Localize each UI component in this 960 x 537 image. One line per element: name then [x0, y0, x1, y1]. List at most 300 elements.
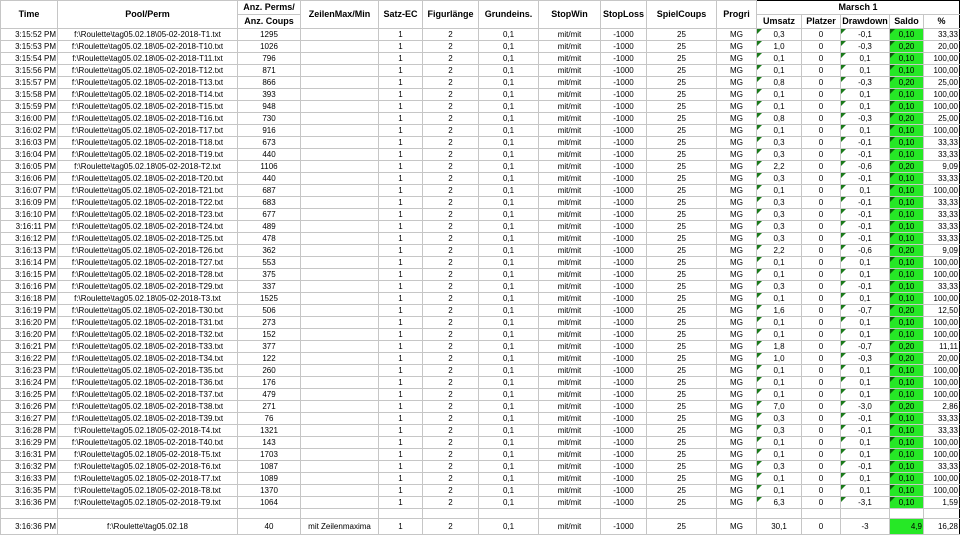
pool-cell[interactable]: f:\Roulette\tag05.02.18\05-02-2018-T1.txt [58, 29, 238, 41]
spielcoups-cell[interactable]: 25 [647, 65, 717, 77]
progri-cell[interactable]: MG [717, 389, 757, 401]
saldo-cell[interactable]: 0,10 [890, 29, 924, 41]
satz-cell[interactable]: 1 [379, 209, 423, 221]
stoploss-cell[interactable]: -1000 [601, 41, 647, 53]
stoploss-cell[interactable]: -1000 [601, 125, 647, 137]
percent-cell[interactable]: 100,00 [924, 53, 960, 65]
figur-cell[interactable]: 2 [423, 137, 479, 149]
pool-cell[interactable]: f:\Roulette\tag05.02.18\05-02-2018-T39.txt [58, 413, 238, 425]
spielcoups-cell[interactable]: 25 [647, 377, 717, 389]
coups-cell[interactable]: 143 [238, 437, 301, 449]
zeilen-cell[interactable] [301, 137, 379, 149]
coups-cell[interactable]: 1525 [238, 293, 301, 305]
drawdown-cell[interactable]: -0,7 [841, 305, 890, 317]
platzer-cell[interactable]: 0 [802, 221, 841, 233]
pool-cell[interactable]: f:\Roulette\tag05.02.18\05-02-2018-T11.txt [58, 53, 238, 65]
zeilen-cell[interactable] [301, 497, 379, 509]
percent-cell[interactable]: 11,11 [924, 341, 960, 353]
zeilen-cell[interactable] [301, 449, 379, 461]
satz-cell[interactable]: 1 [379, 65, 423, 77]
drawdown-cell[interactable]: -0,6 [841, 161, 890, 173]
platzer-cell[interactable]: 0 [802, 461, 841, 473]
umsatz-cell[interactable]: 0,3 [757, 149, 802, 161]
satz-cell[interactable]: 1 [379, 377, 423, 389]
time-cell[interactable]: 3:16:35 PM [1, 485, 58, 497]
stoploss-cell[interactable]: -1000 [601, 149, 647, 161]
satz-cell[interactable]: 1 [379, 401, 423, 413]
coups-cell[interactable]: 489 [238, 221, 301, 233]
grundeins-cell[interactable]: 0,1 [479, 485, 539, 497]
percent-cell[interactable]: 100,00 [924, 377, 960, 389]
saldo-cell[interactable]: 0,20 [890, 113, 924, 125]
percent-cell[interactable]: 2,86 [924, 401, 960, 413]
stoploss-cell[interactable]: -1000 [601, 365, 647, 377]
stoploss-cell[interactable]: -1000 [601, 53, 647, 65]
drawdown-cell[interactable]: 0,1 [841, 449, 890, 461]
pool-cell[interactable]: f:\Roulette\tag05.02.18\05-02-2018-T8.txt [58, 485, 238, 497]
platzer-cell[interactable]: 0 [802, 377, 841, 389]
coups-cell[interactable]: 1370 [238, 485, 301, 497]
coups-cell[interactable]: 796 [238, 53, 301, 65]
drawdown-cell[interactable]: -0,1 [841, 149, 890, 161]
percent-cell[interactable]: 100,00 [924, 449, 960, 461]
stoploss-cell[interactable]: -1000 [601, 473, 647, 485]
progri-cell[interactable]: MG [717, 269, 757, 281]
pool-cell[interactable]: f:\Roulette\tag05.02.18\05-02-2018-T36.txt [58, 377, 238, 389]
percent-cell[interactable]: 100,00 [924, 365, 960, 377]
pool-cell[interactable]: f:\Roulette\tag05.02.18\05-02-2018-T26.txt [58, 245, 238, 257]
drawdown-cell[interactable]: 0,1 [841, 317, 890, 329]
empty-cell[interactable] [757, 509, 802, 519]
pool-cell[interactable]: f:\Roulette\tag05.02.18\05-02-2018-T3.txt [58, 293, 238, 305]
stopwin-cell[interactable]: mit/mit [539, 197, 601, 209]
empty-cell[interactable] [58, 509, 238, 519]
figur-cell[interactable]: 2 [423, 281, 479, 293]
spielcoups-cell[interactable]: 25 [647, 257, 717, 269]
zeilen-cell[interactable] [301, 89, 379, 101]
progri-cell[interactable]: MG [717, 29, 757, 41]
platzer-cell[interactable]: 0 [802, 341, 841, 353]
umsatz-cell[interactable]: 0,1 [757, 317, 802, 329]
drawdown-cell[interactable]: -0,1 [841, 461, 890, 473]
saldo-cell[interactable]: 0,20 [890, 305, 924, 317]
stoploss-cell[interactable]: -1000 [601, 485, 647, 497]
saldo-cell[interactable]: 0,10 [890, 101, 924, 113]
coups-cell[interactable]: 687 [238, 185, 301, 197]
satz-cell[interactable]: 1 [379, 125, 423, 137]
header-anz-coups[interactable]: Anz. Coups [238, 15, 301, 29]
stoploss-cell[interactable]: -1000 [601, 197, 647, 209]
grundeins-cell[interactable]: 0,1 [479, 113, 539, 125]
saldo-cell[interactable]: 0,10 [890, 257, 924, 269]
pool-cell[interactable]: f:\Roulette\tag05.02.18\05-02-2018-T23.txt [58, 209, 238, 221]
percent-cell[interactable]: 12,50 [924, 305, 960, 317]
progri-cell[interactable]: MG [717, 65, 757, 77]
zeilen-cell[interactable] [301, 77, 379, 89]
spielcoups-cell[interactable]: 25 [647, 329, 717, 341]
platzer-cell[interactable]: 0 [802, 281, 841, 293]
stopwin-cell[interactable]: mit/mit [539, 485, 601, 497]
time-cell[interactable]: 3:16:28 PM [1, 425, 58, 437]
stoploss-cell[interactable]: -1000 [601, 89, 647, 101]
figur-cell[interactable]: 2 [423, 437, 479, 449]
percent-cell[interactable]: 100,00 [924, 389, 960, 401]
pool-cell[interactable]: f:\Roulette\tag05.02.18\05-02-2018-T20.txt [58, 173, 238, 185]
satz-cell[interactable]: 1 [379, 485, 423, 497]
percent-cell[interactable]: 9,09 [924, 245, 960, 257]
saldo-cell[interactable]: 0,10 [890, 53, 924, 65]
umsatz-cell[interactable]: 1,0 [757, 41, 802, 53]
figur-cell[interactable]: 2 [423, 113, 479, 125]
progri-cell[interactable]: MG [717, 113, 757, 125]
platzer-cell[interactable]: 0 [802, 329, 841, 341]
spielcoups-cell[interactable]: 25 [647, 293, 717, 305]
time-cell[interactable]: 3:16:04 PM [1, 149, 58, 161]
coups-cell[interactable]: 1703 [238, 449, 301, 461]
grundeins-cell[interactable]: 0,1 [479, 101, 539, 113]
stopwin-cell[interactable]: mit/mit [539, 449, 601, 461]
spielcoups-cell[interactable]: 25 [647, 137, 717, 149]
pool-cell[interactable]: f:\Roulette\tag05.02.18\05-02-2018-T35.txt [58, 365, 238, 377]
stopwin-cell[interactable]: mit/mit [539, 365, 601, 377]
umsatz-cell[interactable]: 1,0 [757, 353, 802, 365]
pool-cell[interactable]: f:\Roulette\tag05.02.18\05-02-2018-T37.txt [58, 389, 238, 401]
saldo-cell[interactable]: 0,10 [890, 329, 924, 341]
figur-cell[interactable]: 2 [423, 125, 479, 137]
umsatz-cell[interactable]: 0,3 [757, 425, 802, 437]
figur-cell[interactable]: 2 [423, 161, 479, 173]
time-cell[interactable]: 3:16:10 PM [1, 209, 58, 221]
satz-cell[interactable]: 1 [379, 161, 423, 173]
stopwin-cell[interactable]: mit/mit [539, 89, 601, 101]
satz-cell[interactable]: 1 [379, 437, 423, 449]
umsatz-cell[interactable]: 1,8 [757, 341, 802, 353]
time-cell[interactable]: 3:16:31 PM [1, 449, 58, 461]
figur-cell[interactable]: 2 [423, 269, 479, 281]
platzer-cell[interactable]: 0 [802, 65, 841, 77]
stoploss-cell[interactable]: -1000 [601, 29, 647, 41]
pool-cell[interactable]: f:\Roulette\tag05.02.18\05-02-2018-T40.txt [58, 437, 238, 449]
zeilen-cell[interactable] [301, 209, 379, 221]
header-grundeins[interactable]: Grundeins. [479, 1, 539, 29]
coups-cell[interactable]: 1026 [238, 41, 301, 53]
satz-cell[interactable]: 1 [379, 185, 423, 197]
umsatz-cell[interactable]: 0,1 [757, 449, 802, 461]
platzer-cell[interactable]: 0 [802, 449, 841, 461]
satz-cell[interactable]: 1 [379, 269, 423, 281]
stoploss-cell[interactable]: -1000 [601, 77, 647, 89]
spielcoups-cell[interactable]: 25 [647, 77, 717, 89]
zeilen-cell[interactable] [301, 437, 379, 449]
umsatz-cell[interactable]: 0,1 [757, 365, 802, 377]
spielcoups-cell[interactable]: 25 [647, 29, 717, 41]
stopwin-cell[interactable]: mit/mit [539, 281, 601, 293]
zeilen-cell[interactable] [301, 401, 379, 413]
umsatz-cell[interactable]: 0,3 [757, 209, 802, 221]
percent-cell[interactable]: 100,00 [924, 185, 960, 197]
figur-cell[interactable]: 2 [423, 341, 479, 353]
pool-cell[interactable]: f:\Roulette\tag05.02.18\05-02-2018-T6.txt [58, 461, 238, 473]
header-umsatz[interactable]: Umsatz [757, 15, 802, 29]
saldo-cell[interactable]: 0,10 [890, 233, 924, 245]
umsatz-cell[interactable]: 7,0 [757, 401, 802, 413]
time-cell[interactable]: 3:16:02 PM [1, 125, 58, 137]
coups-cell[interactable]: 1089 [238, 473, 301, 485]
satz-cell[interactable]: 1 [379, 293, 423, 305]
stopwin-cell[interactable]: mit/mit [539, 41, 601, 53]
progri-cell[interactable]: MG [717, 53, 757, 65]
grundeins-cell[interactable]: 0,1 [479, 449, 539, 461]
figur-cell[interactable]: 2 [423, 89, 479, 101]
umsatz-cell[interactable]: 0,1 [757, 185, 802, 197]
time-cell[interactable]: 3:16:12 PM [1, 233, 58, 245]
grundeins-cell[interactable]: 0,1 [479, 413, 539, 425]
figur-cell[interactable]: 2 [423, 389, 479, 401]
grundeins-cell[interactable]: 0,1 [479, 401, 539, 413]
zeilen-cell[interactable] [301, 221, 379, 233]
header-time[interactable]: Time [1, 1, 58, 29]
pool-cell[interactable]: f:\Roulette\tag05.02.18 [58, 519, 238, 535]
satz-cell[interactable]: 1 [379, 449, 423, 461]
coups-cell[interactable]: 479 [238, 389, 301, 401]
percent-cell[interactable]: 100,00 [924, 473, 960, 485]
header-zeilen-max-min[interactable]: ZeilenMax/Min [301, 1, 379, 29]
drawdown-cell[interactable]: -0,3 [841, 353, 890, 365]
figur-cell[interactable]: 2 [423, 197, 479, 209]
zeilen-cell[interactable] [301, 353, 379, 365]
satz-cell[interactable]: 1 [379, 29, 423, 41]
stoploss-cell[interactable]: -1000 [601, 437, 647, 449]
figur-cell[interactable]: 2 [423, 209, 479, 221]
saldo-cell[interactable]: 0,20 [890, 41, 924, 53]
percent-cell[interactable]: 33,33 [924, 461, 960, 473]
time-cell[interactable]: 3:16:07 PM [1, 185, 58, 197]
drawdown-cell[interactable]: 0,1 [841, 185, 890, 197]
saldo-cell[interactable]: 0,10 [890, 317, 924, 329]
grundeins-cell[interactable]: 0,1 [479, 65, 539, 77]
stoploss-cell[interactable]: -1000 [601, 65, 647, 77]
satz-cell[interactable]: 1 [379, 389, 423, 401]
stopwin-cell[interactable]: mit/mit [539, 257, 601, 269]
pool-cell[interactable]: f:\Roulette\tag05.02.18\05-02-2018-T2.txt [58, 161, 238, 173]
satz-cell[interactable]: 1 [379, 41, 423, 53]
figur-cell[interactable]: 2 [423, 221, 479, 233]
stopwin-cell[interactable]: mit/mit [539, 245, 601, 257]
satz-cell[interactable]: 1 [379, 497, 423, 509]
drawdown-cell[interactable]: -0,1 [841, 413, 890, 425]
zeilen-cell[interactable] [301, 233, 379, 245]
percent-cell[interactable]: 100,00 [924, 65, 960, 77]
stopwin-cell[interactable]: mit/mit [539, 185, 601, 197]
stopwin-cell[interactable]: mit/mit [539, 473, 601, 485]
pool-cell[interactable]: f:\Roulette\tag05.02.18\05-02-2018-T18.txt [58, 137, 238, 149]
empty-cell[interactable] [238, 509, 301, 519]
figur-cell[interactable]: 2 [423, 377, 479, 389]
zeilen-cell[interactable] [301, 245, 379, 257]
zeilen-cell[interactable] [301, 185, 379, 197]
stoploss-cell[interactable]: -1000 [601, 425, 647, 437]
grundeins-cell[interactable]: 0,1 [479, 257, 539, 269]
stoploss-cell[interactable]: -1000 [601, 305, 647, 317]
percent-cell[interactable]: 33,33 [924, 233, 960, 245]
platzer-cell[interactable]: 0 [802, 173, 841, 185]
drawdown-cell[interactable]: 0,1 [841, 329, 890, 341]
empty-cell[interactable] [539, 509, 601, 519]
satz-cell[interactable]: 1 [379, 341, 423, 353]
drawdown-cell[interactable]: -0,3 [841, 77, 890, 89]
saldo-cell[interactable]: 0,10 [890, 137, 924, 149]
time-cell[interactable]: 3:16:23 PM [1, 365, 58, 377]
header-pool-perm[interactable]: Pool/Perm [58, 1, 238, 29]
umsatz-cell[interactable]: 0,1 [757, 125, 802, 137]
grundeins-cell[interactable]: 0,1 [479, 173, 539, 185]
pool-cell[interactable]: f:\Roulette\tag05.02.18\05-02-2018-T13.txt [58, 77, 238, 89]
drawdown-cell[interactable]: -0,1 [841, 425, 890, 437]
figur-cell[interactable]: 2 [423, 65, 479, 77]
drawdown-cell[interactable]: 0,1 [841, 89, 890, 101]
percent-cell[interactable]: 33,33 [924, 137, 960, 149]
percent-cell[interactable]: 33,33 [924, 173, 960, 185]
progri-cell[interactable]: MG [717, 101, 757, 113]
coups-cell[interactable]: 122 [238, 353, 301, 365]
progri-cell[interactable]: MG [717, 77, 757, 89]
spielcoups-cell[interactable]: 25 [647, 53, 717, 65]
drawdown-cell[interactable]: -0,1 [841, 197, 890, 209]
time-cell[interactable]: 3:16:36 PM [1, 519, 58, 535]
zeilen-cell[interactable] [301, 377, 379, 389]
stopwin-cell[interactable]: mit/mit [539, 29, 601, 41]
spielcoups-cell[interactable]: 25 [647, 401, 717, 413]
spielcoups-cell[interactable]: 25 [647, 485, 717, 497]
figur-cell[interactable]: 2 [423, 329, 479, 341]
platzer-cell[interactable]: 0 [802, 233, 841, 245]
stoploss-cell[interactable]: -1000 [601, 461, 647, 473]
drawdown-cell[interactable]: -0,7 [841, 341, 890, 353]
platzer-cell[interactable]: 0 [802, 77, 841, 89]
time-cell[interactable]: 3:16:06 PM [1, 173, 58, 185]
percent-cell[interactable]: 100,00 [924, 437, 960, 449]
percent-cell[interactable]: 1,59 [924, 497, 960, 509]
progri-cell[interactable]: MG [717, 185, 757, 197]
stoploss-cell[interactable]: -1000 [601, 329, 647, 341]
drawdown-cell[interactable]: 0,1 [841, 257, 890, 269]
satz-cell[interactable]: 1 [379, 257, 423, 269]
progri-cell[interactable]: MG [717, 221, 757, 233]
platzer-cell[interactable]: 0 [802, 425, 841, 437]
pool-cell[interactable]: f:\Roulette\tag05.02.18\05-02-2018-T19.txt [58, 149, 238, 161]
grundeins-cell[interactable]: 0,1 [479, 281, 539, 293]
zeilen-cell[interactable] [301, 473, 379, 485]
stopwin-cell[interactable]: mit/mit [539, 497, 601, 509]
satz-cell[interactable]: 1 [379, 149, 423, 161]
pool-cell[interactable]: f:\Roulette\tag05.02.18\05-02-2018-T15.txt [58, 101, 238, 113]
zeilen-cell[interactable] [301, 65, 379, 77]
progri-cell[interactable]: MG [717, 485, 757, 497]
satz-cell[interactable]: 1 [379, 221, 423, 233]
drawdown-cell[interactable]: 0,1 [841, 293, 890, 305]
stopwin-cell[interactable]: mit/mit [539, 113, 601, 125]
stopwin-cell[interactable]: mit/mit [539, 317, 601, 329]
zeilen-cell[interactable] [301, 29, 379, 41]
pool-cell[interactable]: f:\Roulette\tag05.02.18\05-02-2018-T38.txt [58, 401, 238, 413]
coups-cell[interactable]: 40 [238, 519, 301, 535]
percent-cell[interactable]: 33,33 [924, 281, 960, 293]
empty-cell[interactable] [301, 509, 379, 519]
grundeins-cell[interactable]: 0,1 [479, 77, 539, 89]
zeilen-cell[interactable] [301, 485, 379, 497]
time-cell[interactable]: 3:16:03 PM [1, 137, 58, 149]
platzer-cell[interactable]: 0 [802, 197, 841, 209]
figur-cell[interactable]: 2 [423, 353, 479, 365]
progri-cell[interactable]: MG [717, 425, 757, 437]
umsatz-cell[interactable]: 0,1 [757, 65, 802, 77]
figur-cell[interactable]: 2 [423, 233, 479, 245]
umsatz-cell[interactable]: 0,3 [757, 461, 802, 473]
spielcoups-cell[interactable]: 25 [647, 449, 717, 461]
umsatz-cell[interactable]: 0,8 [757, 113, 802, 125]
umsatz-cell[interactable]: 0,3 [757, 233, 802, 245]
percent-cell[interactable]: 33,33 [924, 221, 960, 233]
header-stopwin[interactable]: StopWin [539, 1, 601, 29]
grundeins-cell[interactable]: 0,1 [479, 329, 539, 341]
empty-cell[interactable] [924, 509, 960, 519]
pool-cell[interactable]: f:\Roulette\tag05.02.18\05-02-2018-T12.txt [58, 65, 238, 77]
platzer-cell[interactable]: 0 [802, 317, 841, 329]
drawdown-cell[interactable]: -3,0 [841, 401, 890, 413]
coups-cell[interactable]: 362 [238, 245, 301, 257]
stopwin-cell[interactable]: mit/mit [539, 65, 601, 77]
coups-cell[interactable]: 337 [238, 281, 301, 293]
pool-cell[interactable]: f:\Roulette\tag05.02.18\05-02-2018-T25.txt [58, 233, 238, 245]
percent-cell[interactable]: 20,00 [924, 41, 960, 53]
umsatz-cell[interactable]: 0,3 [757, 29, 802, 41]
percent-cell[interactable]: 33,33 [924, 149, 960, 161]
saldo-cell[interactable]: 0,10 [890, 281, 924, 293]
stopwin-cell[interactable]: mit/mit [539, 209, 601, 221]
progri-cell[interactable]: MG [717, 449, 757, 461]
platzer-cell[interactable]: 0 [802, 149, 841, 161]
percent-cell[interactable]: 100,00 [924, 89, 960, 101]
satz-cell[interactable]: 1 [379, 329, 423, 341]
satz-cell[interactable]: 1 [379, 113, 423, 125]
grundeins-cell[interactable]: 0,1 [479, 29, 539, 41]
time-cell[interactable]: 3:16:15 PM [1, 269, 58, 281]
spielcoups-cell[interactable]: 25 [647, 89, 717, 101]
platzer-cell[interactable]: 0 [802, 389, 841, 401]
grundeins-cell[interactable]: 0,1 [479, 497, 539, 509]
platzer-cell[interactable]: 0 [802, 41, 841, 53]
spielcoups-cell[interactable]: 25 [647, 233, 717, 245]
progri-cell[interactable]: MG [717, 293, 757, 305]
pool-cell[interactable]: f:\Roulette\tag05.02.18\05-02-2018-T4.txt [58, 425, 238, 437]
header-anz-perms[interactable]: Anz. Perms/ [238, 1, 301, 15]
stopwin-cell[interactable]: mit/mit [539, 389, 601, 401]
zeilen-cell[interactable] [301, 305, 379, 317]
stoploss-cell[interactable]: -1000 [601, 161, 647, 173]
figur-cell[interactable]: 2 [423, 449, 479, 461]
time-cell[interactable]: 3:16:19 PM [1, 305, 58, 317]
saldo-cell[interactable]: 0,10 [890, 269, 924, 281]
satz-cell[interactable]: 1 [379, 461, 423, 473]
grundeins-cell[interactable]: 0,1 [479, 377, 539, 389]
coups-cell[interactable]: 866 [238, 77, 301, 89]
saldo-cell[interactable]: 0,10 [890, 377, 924, 389]
pool-cell[interactable]: f:\Roulette\tag05.02.18\05-02-2018-T34.txt [58, 353, 238, 365]
progri-cell[interactable]: MG [717, 461, 757, 473]
stopwin-cell[interactable]: mit/mit [539, 137, 601, 149]
empty-cell[interactable] [1, 509, 58, 519]
umsatz-cell[interactable]: 0,1 [757, 473, 802, 485]
